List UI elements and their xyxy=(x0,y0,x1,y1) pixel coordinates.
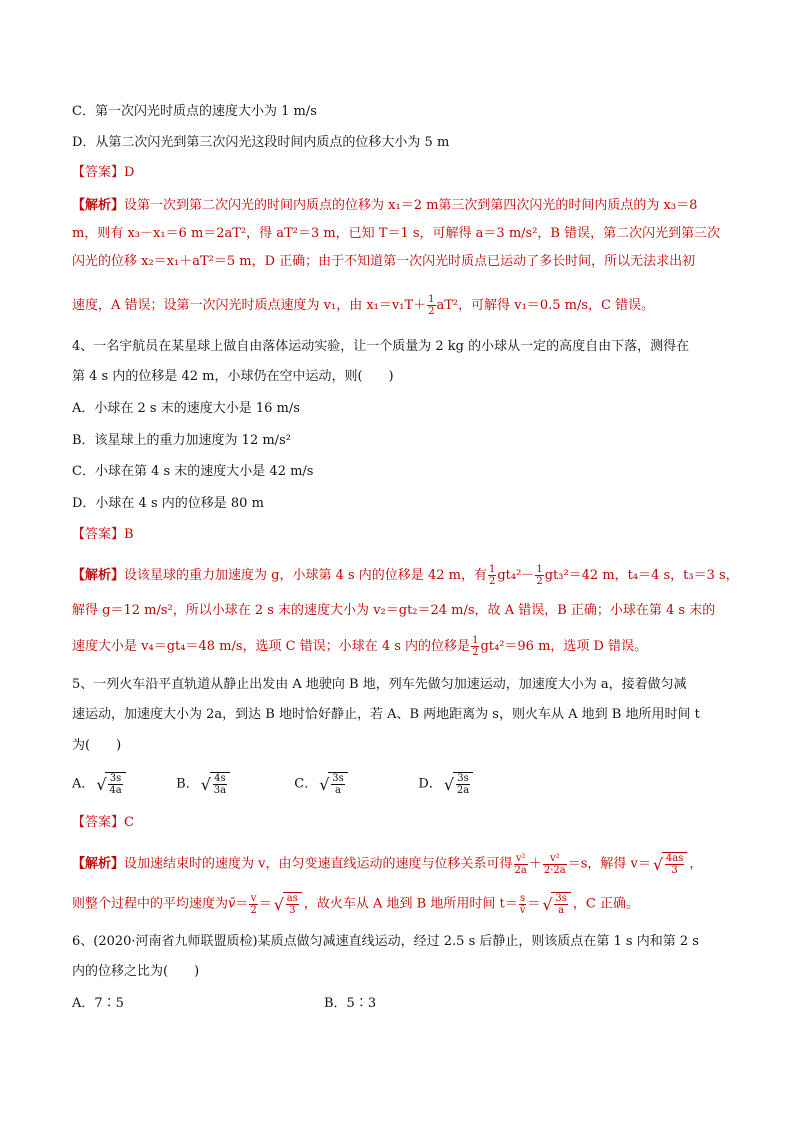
sqrt-expression: √ $\frac{3s}{a}$ xyxy=(542,892,571,916)
q4-analysis-line-1 xyxy=(72,564,739,587)
q5-analysis-text-2b: ＝ xyxy=(235,896,249,912)
q5-c-num: √ 3s xyxy=(332,773,344,784)
q5-analysis-line-1: 【解析】设加速结束时的速度为 v，由匀变速直线运动的速度与位移关系可得 $\frac{\text{v²}}{2a}$ ＋ $\frac{\text{v²}}{2\cdot 2a}$ ＝s，解得 v＝ √ $\frac{4as}{3}$ ， xyxy=(72,852,702,876)
q5-analysis-line-2: 则整个过程中的平均速度为v̄＝ $\frac{v}{2}$ ＝ √ $\frac{as}{3}$ ，故火车从 A 地到 B 地所用时间 t＝ $\frac{s}{v̄}$ ＝ √ $\frac{3s}{a}$ ，C 正确。 xyxy=(72,892,639,916)
q4-stem-line-2: 第 4 s 内的位移是 42 m，小球仍在空中运动，则( ) xyxy=(72,369,394,384)
q4-option-c: C．小球在第 4 s 末的速度大小是 42 m/s xyxy=(72,464,314,479)
q5-c-den: a xyxy=(335,785,341,796)
q5-d-num: √ 3s xyxy=(457,773,469,784)
q5-analysis-text-1c: ＝s，解得 v＝ xyxy=(567,856,651,872)
q4-analysis-text-3b: gt₄²＝96 m，选项 D 错误。 xyxy=(480,639,648,654)
q4-option-b: B．该星球上的重力加速度为 12 m/s² xyxy=(72,433,291,448)
q3-analysis-text-1: 设第一次到第二次闪光的时间内质点的位移为 x₁＝2 m第三次到第四次闪光的时间内质点的为 x₃＝8 xyxy=(124,198,698,213)
fraction-half: $\frac{1}{2}$ xyxy=(428,294,435,317)
q3-analysis-line-4 xyxy=(72,294,654,317)
q4-stem-line-1: 4、一名宇航员在某星球上做自由落体运动实验，让一个质量为 2 kg 的小球从一定的高度自由下落，测得在 xyxy=(72,339,690,354)
q6-option-b: B．5∶3 xyxy=(324,996,377,1011)
q5-option-d-label: D． xyxy=(418,776,442,792)
q5-stem-line-3: 为( ) xyxy=(72,738,122,753)
q6-stem-line-1: 6、(2020·河南省九师联盟质检)某质点做匀减速直线运动，经过 2.5 s 后静止，则该质点在第 1 s 内和第 2 s xyxy=(72,934,699,949)
q4-analysis-line-3 xyxy=(72,635,647,658)
q5-option-b xyxy=(176,772,290,796)
q4-analysis-text-3a: 速度大小是 v₄＝gt₄＝48 m/s，选项 C 错误；小球在 4 s 内的位移是 xyxy=(72,639,471,654)
analysis-tag: 【解析】 xyxy=(72,198,125,213)
fraction-half: $\frac{1}{2}$ xyxy=(488,564,496,587)
q5-analysis-text-2c: ＝ xyxy=(258,896,272,912)
q5-a-num: √ 3s xyxy=(109,773,122,784)
q5-analysis-text-1a: 设加速结束时的速度为 v，由匀变速直线运动的速度与位移关系可得 xyxy=(124,856,513,872)
q5-analysis-text-2a: 则整个过程中的平均速度为 xyxy=(72,896,229,912)
q5-option-c-label: C． xyxy=(294,776,318,792)
q5-analysis-text-1b: ＋ xyxy=(528,856,542,872)
q3-option-c: C．第一次闪光时质点的速度大小为 1 m/s xyxy=(72,104,317,119)
q4-answer: 【答案】B xyxy=(72,527,134,542)
q4-analysis-text-1b: gt₄²－ xyxy=(497,568,535,583)
q5-analysis-text-2e: ＝ xyxy=(527,896,541,912)
q3-analysis-line-1 xyxy=(72,197,697,215)
q3-answer: 【答案】D xyxy=(72,165,135,180)
q4-analysis-line-2: 解得 g＝12 m/s²，所以小球在 2 s 末的速度大小为 v₂＝gt₂＝24 m/s，故 A 错误，B 正确；小球在第 4 s 末的 xyxy=(72,603,716,618)
q4-analysis-text-1a: 设该星球的重力加速度为 g，小球第 4 s 内的位移是 42 m，有 xyxy=(124,568,487,583)
q3-analysis-line-3: 闪光的位移 x₂＝x₁＋aT²＝5 m，D 正确；由于不知道第一次闪光时质点已运动了多长时间，所以无法求出初 xyxy=(72,254,696,269)
fraction-s-v: $\frac{s}{v̄}$ xyxy=(519,892,526,916)
q5-option-b-label: B． xyxy=(176,776,199,792)
sqrt-expression: √ $\frac{as}{3}$ xyxy=(274,892,302,916)
q4-option-a: A．小球在 2 s 末的速度大小是 16 m/s xyxy=(72,401,300,416)
q5-analysis-text-2f: ，C 正确。 xyxy=(572,896,639,912)
fraction-half: $\frac{1}{2}$ xyxy=(472,635,479,658)
q3-analysis-text-4a: 速度，A 错误；设第一次闪光时质点速度为 v₁，由 x₁＝v₁T＋ xyxy=(72,298,427,313)
fraction-v-2: $\frac{v}{2}$ xyxy=(250,892,257,916)
sqrt-expression xyxy=(201,772,230,796)
q5-options xyxy=(72,772,475,796)
q6-stem-line-2: 内的位移之比为( ) xyxy=(72,964,200,979)
q5-option-a-label: A． xyxy=(72,776,95,792)
q5-option-d xyxy=(418,772,475,796)
q5-b-den: 3a xyxy=(213,785,227,796)
q5-b-num: √ 4s xyxy=(214,773,226,784)
q5-d-den: 2a xyxy=(456,785,470,796)
q4-option-d: D．小球在 4 s 内的位移是 80 m xyxy=(72,496,264,511)
analysis-tag: 【解析】 xyxy=(72,568,125,583)
q4-analysis-text-1c: gt₃²＝42 m，t₄＝4 s，t₃＝3 s， xyxy=(544,568,739,583)
q5-option-c xyxy=(294,772,414,796)
analysis-tag: 【解析】 xyxy=(72,856,125,872)
q5-answer: 【答案】C xyxy=(72,815,134,830)
q5-stem-line-1: 5、一列火车沿平直轨道从静止出发由 A 地驶向 B 地，列车先做匀加速运动，加速度大小为 a，接着做匀减 xyxy=(72,677,687,692)
q3-analysis-text-4b: aT²，可解得 v₁＝0.5 m/s，C 错误。 xyxy=(436,298,655,313)
q5-option-a xyxy=(72,772,172,796)
sqrt-expression xyxy=(319,772,348,796)
sqrt-expression xyxy=(444,772,473,796)
sqrt-expression xyxy=(96,772,125,796)
fraction-v2-2a: $\frac{\text{v²}}{2a}$ xyxy=(514,852,527,876)
q6-option-a: A．7∶5 xyxy=(72,996,124,1011)
q5-analysis-text-2d: ，故火车从 A 地到 B 地所用时间 t＝ xyxy=(303,896,518,912)
q6-options xyxy=(72,995,376,1013)
sqrt-expression: √ $\frac{4as}{3}$ xyxy=(653,852,687,876)
q3-analysis-line-2: m，则有 x₃－x₁＝6 m＝2aT²，得 aT²＝3 m，已知 T＝1 s，可解得 a＝3 m/s²，B 错误，第二次闪光到第三次 xyxy=(72,226,721,241)
q5-a-den: 4a xyxy=(109,785,122,796)
fraction-v2-2-2a: $\frac{\text{v²}}{2\cdot 2a}$ xyxy=(543,852,566,876)
fraction-half: $\frac{1}{2}$ xyxy=(536,564,543,587)
q5-stem-line-2: 速运动，加速度大小为 2a，到达 B 地时恰好静止，若 A、B 两地距离为 s，则火车从 A 地到 B 地所用时间 t xyxy=(72,707,700,722)
q3-option-d: D．从第二次闪光到第三次闪光这段时间内质点的位移大小为 5 m xyxy=(72,135,450,150)
